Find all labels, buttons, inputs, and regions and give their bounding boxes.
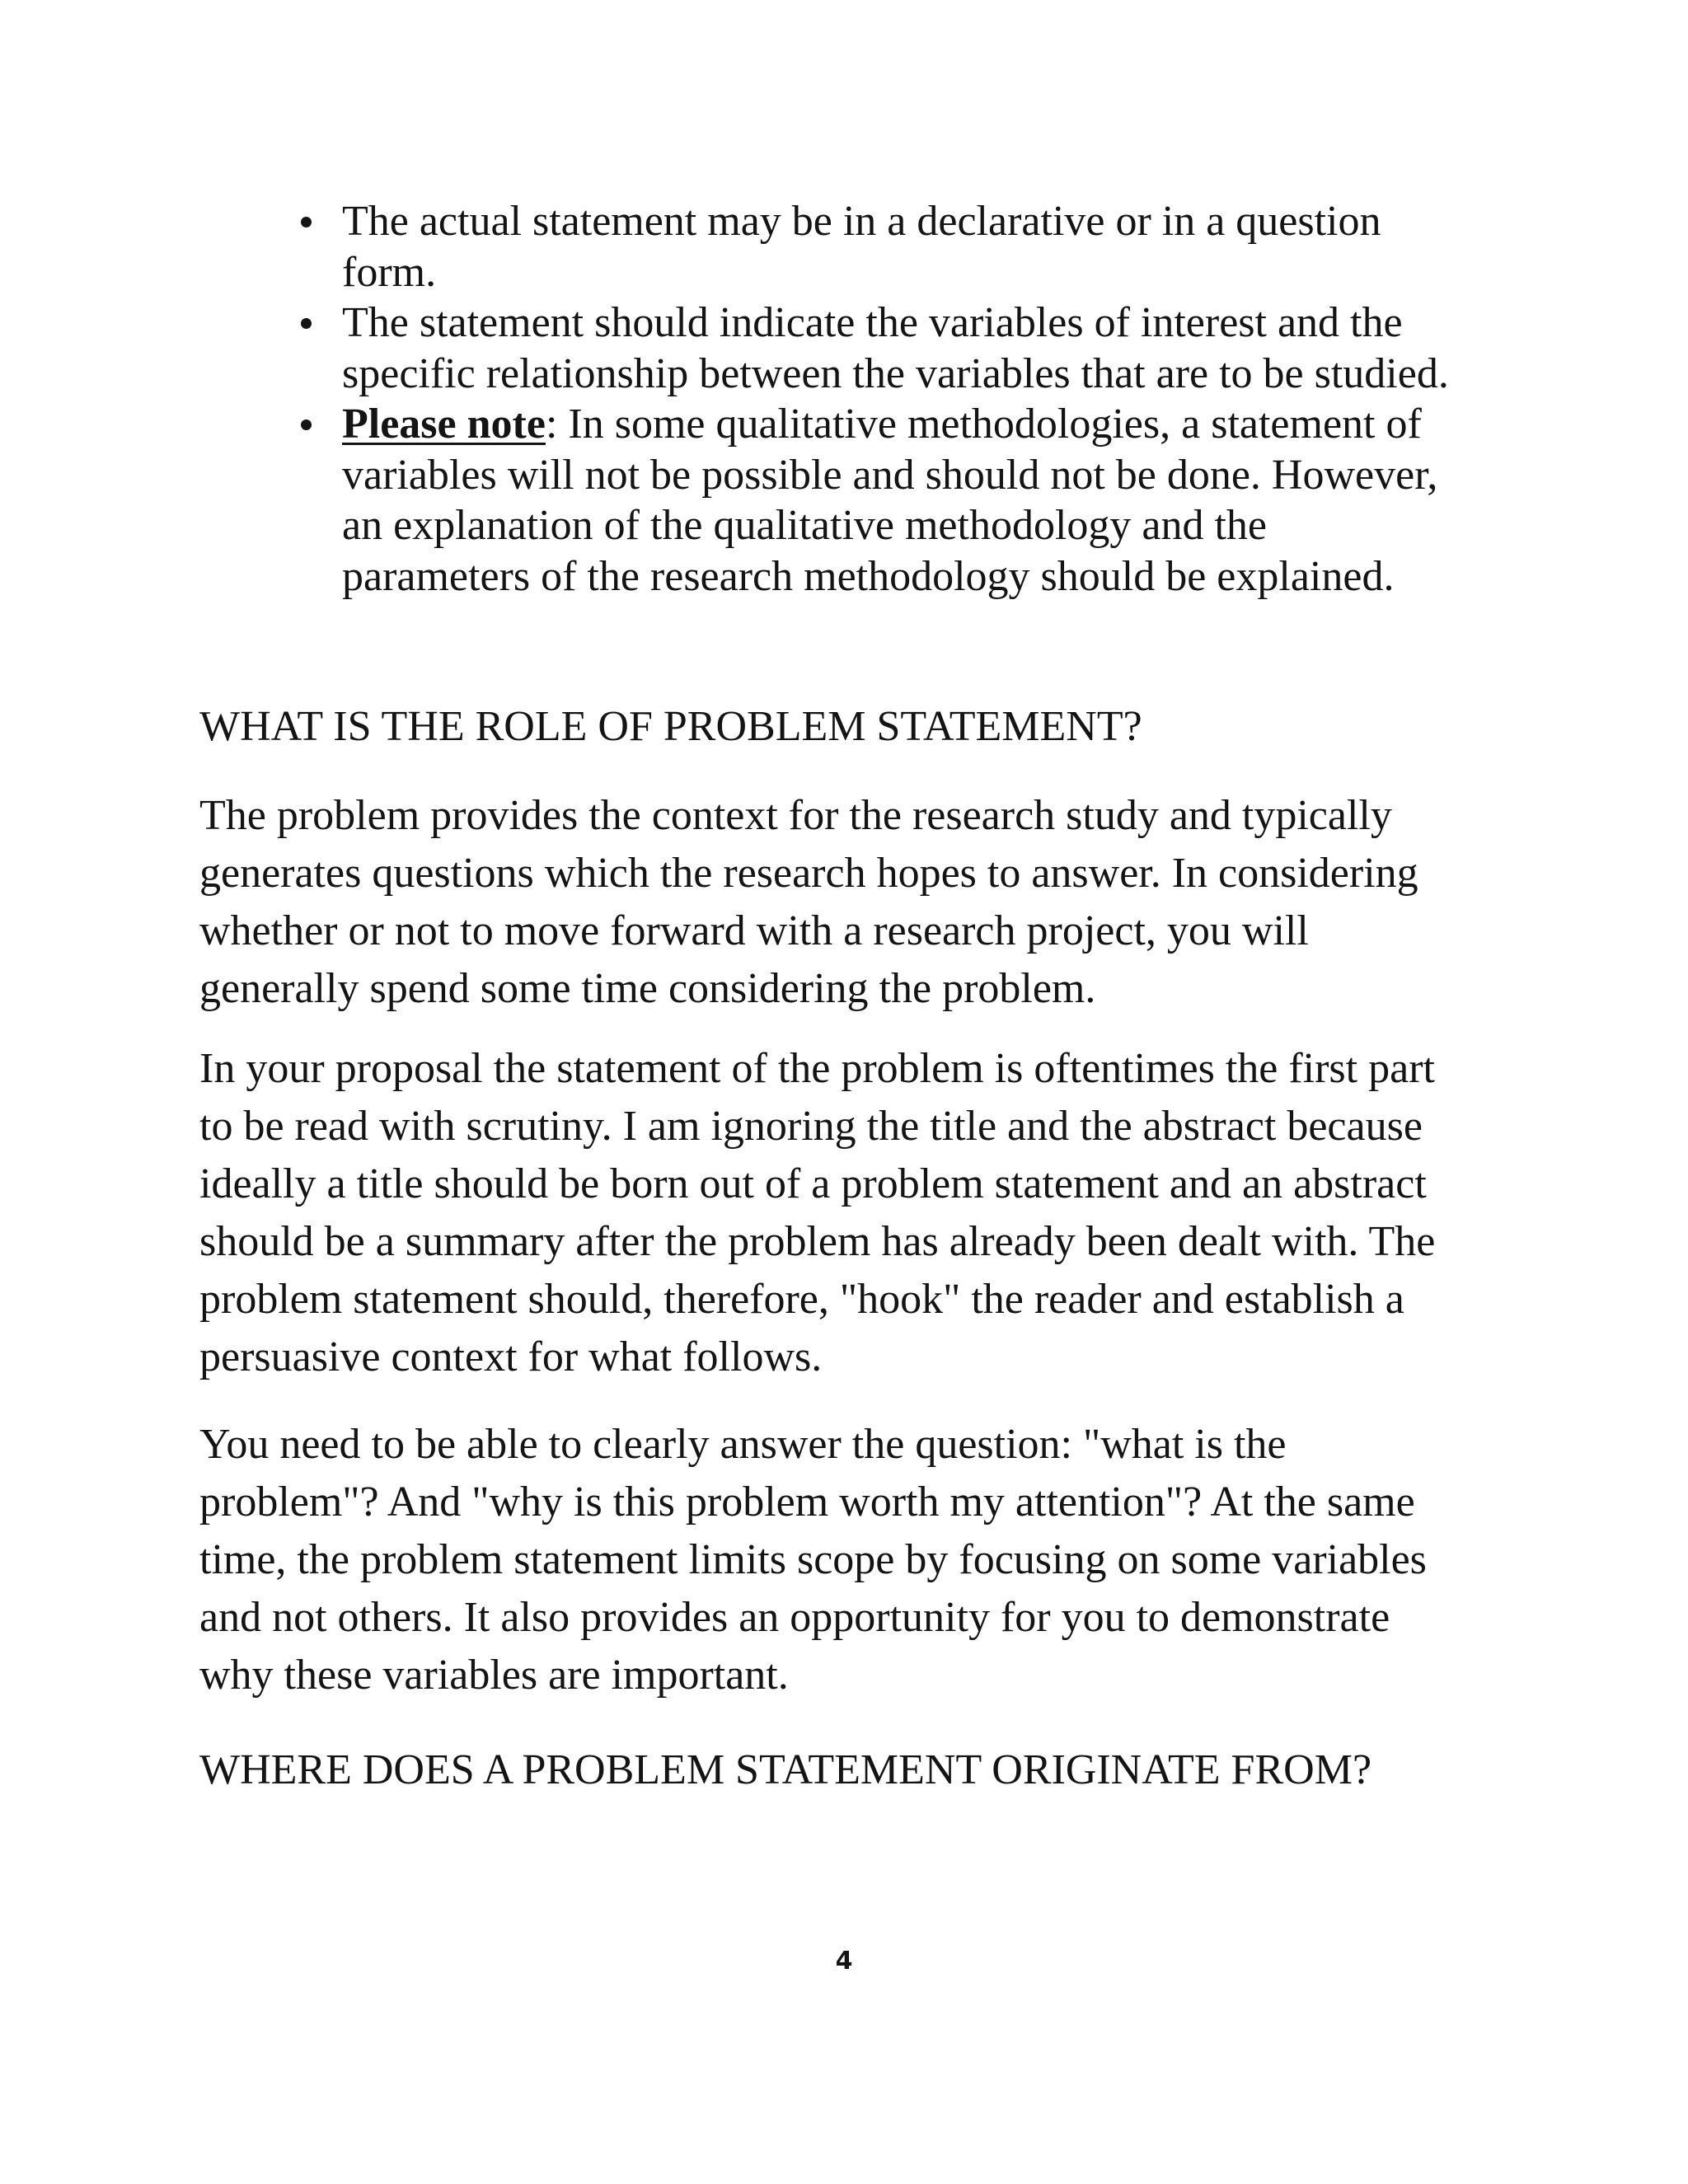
bullet-line: parameters of the research methodology should be explained. (342, 552, 1395, 600)
paragraph-line: The problem provides the context for the research study and typically (199, 792, 1392, 839)
bullet-item-note (301, 399, 1504, 602)
paragraph-line: whether or not to move forward with a research project, you will (199, 907, 1309, 954)
bullet-list (301, 196, 1504, 602)
paragraph-line: why these variables are important. (199, 1652, 789, 1699)
paragraph-line: In your proposal the statement of the problem is oftentimes the first part (199, 1045, 1435, 1092)
bullet-line (342, 399, 1504, 450)
page-number: 4 (835, 1947, 853, 1975)
paragraph-line: generates questions which the research hopes to answer. In considering (199, 850, 1418, 897)
bullet-line: variables will not be possible and should not be done. However, (342, 451, 1438, 499)
paragraph-line: problem statement should, therefore, "hook" the reader and establish a (199, 1276, 1404, 1323)
bullet-dot-icon (301, 419, 312, 430)
section-heading-role: WHAT IS THE ROLE OF PROBLEM STATEMENT? (199, 703, 1142, 750)
paragraph (199, 787, 1518, 1018)
bullet-dot-icon (301, 318, 312, 329)
bullet-line: The actual statement may be in a declarative or in a question (342, 198, 1381, 245)
paragraph-line: time, the problem statement limits scope by focusing on some variables (199, 1536, 1427, 1583)
note-text: : In some qualitative methodologies, a statement of (545, 401, 1422, 448)
paragraph (199, 1416, 1518, 1704)
paragraph-line: generally spend some time considering the problem. (199, 965, 1096, 1012)
bullet-item (301, 196, 1504, 298)
paragraph-line: persuasive context for what follows. (199, 1333, 823, 1380)
bullet-line: form. (342, 248, 437, 296)
bullet-line: The statement should indicate the variables of interest and the (342, 299, 1403, 346)
bullet-dot-icon (301, 217, 312, 227)
paragraph (199, 1040, 1518, 1386)
section-heading-origin: WHERE DOES A PROBLEM STATEMENT ORIGINATE FROM? (199, 1746, 1372, 1793)
paragraph-line: problem"? And "why is this problem worth my attention"? At the same (199, 1479, 1415, 1526)
paragraph-line: should be a summary after the problem has already been dealt with. The (199, 1218, 1436, 1265)
bullet-item (301, 298, 1504, 399)
paragraph-line: ideally a title should be born out of a problem statement and an abstract (199, 1160, 1427, 1207)
paragraph-line: and not others. It also provides an opportunity for you to demonstrate (199, 1594, 1390, 1641)
paragraph-line: You need to be able to clearly answer the question: "what is the (199, 1421, 1287, 1468)
paragraph-line: to be read with scrutiny. I am ignoring the title and the abstract because (199, 1103, 1423, 1150)
bullet-line: an explanation of the qualitative methodology and the (342, 502, 1268, 549)
bullet-line: specific relationship between the variables that are to be studied. (342, 349, 1449, 397)
note-label: Please note (342, 401, 546, 448)
